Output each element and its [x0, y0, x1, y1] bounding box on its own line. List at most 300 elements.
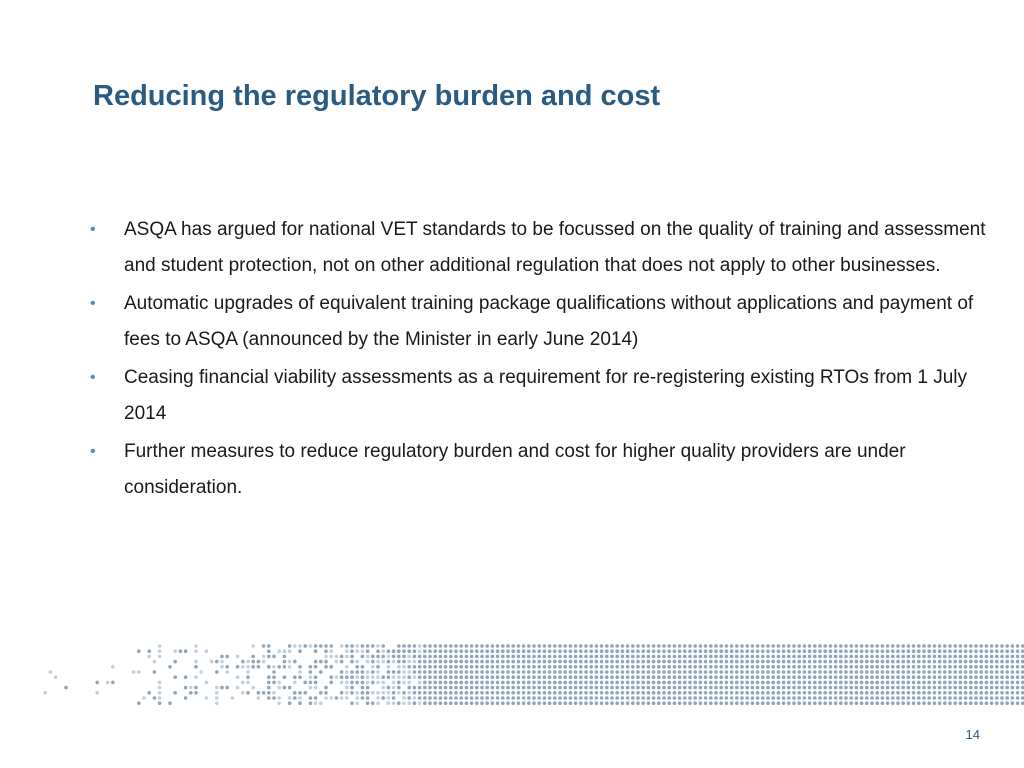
- pattern-dot: [792, 655, 796, 659]
- bullet-item: [88, 286, 993, 358]
- pattern-dot: [766, 670, 770, 674]
- pattern-dot: [964, 670, 968, 674]
- pattern-dot: [241, 681, 245, 685]
- pattern-dot: [439, 691, 443, 695]
- pattern-dot: [350, 649, 354, 653]
- pattern-dot: [459, 665, 463, 669]
- pattern-dot: [579, 649, 583, 653]
- pattern-dot: [267, 691, 271, 695]
- pattern-dot: [667, 686, 671, 690]
- pattern-dot: [615, 681, 619, 685]
- pattern-dot: [220, 686, 224, 690]
- pattern-dot: [439, 665, 443, 669]
- pattern-dot: [194, 675, 198, 679]
- pattern-dot: [355, 675, 359, 679]
- pattern-dot: [735, 701, 739, 705]
- pattern-dot: [610, 681, 614, 685]
- pattern-dot: [839, 649, 843, 653]
- pattern-dot: [251, 655, 255, 659]
- pattern-dot: [990, 670, 994, 674]
- pattern-dot: [818, 686, 822, 690]
- pattern-dot: [881, 649, 885, 653]
- pattern-dot: [589, 644, 593, 648]
- pattern-dot: [912, 649, 916, 653]
- pattern-dot: [943, 655, 947, 659]
- pattern-dot: [303, 681, 307, 685]
- pattern-dot: [745, 696, 749, 700]
- pattern-dot: [881, 686, 885, 690]
- pattern-dot: [766, 696, 770, 700]
- pattern-dot: [283, 675, 287, 679]
- pattern-dot: [376, 665, 380, 669]
- pattern-dot: [1000, 681, 1004, 685]
- pattern-dot: [777, 655, 781, 659]
- pattern-dot: [699, 696, 703, 700]
- pattern-dot: [922, 691, 926, 695]
- pattern-dot: [615, 655, 619, 659]
- pattern-dot: [881, 655, 885, 659]
- pattern-dot: [782, 681, 786, 685]
- pattern-dot: [418, 681, 422, 685]
- pattern-dot: [251, 665, 255, 669]
- pattern-dot: [470, 655, 474, 659]
- pattern-dot: [678, 660, 682, 664]
- pattern-dot: [719, 644, 723, 648]
- pattern-dot: [132, 670, 136, 674]
- pattern-dot: [569, 660, 573, 664]
- pattern-dot: [719, 675, 723, 679]
- pattern-dot: [496, 675, 500, 679]
- pattern-dot: [652, 691, 656, 695]
- pattern-dot: [959, 701, 963, 705]
- pattern-dot: [933, 665, 937, 669]
- pattern-dot: [605, 681, 609, 685]
- pattern-dot: [803, 701, 807, 705]
- pattern-dot: [595, 691, 599, 695]
- pattern-dot: [470, 670, 474, 674]
- pattern-dot: [371, 681, 375, 685]
- pattern-dot: [667, 644, 671, 648]
- pattern-dot: [771, 655, 775, 659]
- pattern-dot: [605, 696, 609, 700]
- pattern-dot: [329, 649, 333, 653]
- pattern-dot: [860, 644, 864, 648]
- pattern-dot: [985, 701, 989, 705]
- pattern-dot: [699, 660, 703, 664]
- pattern-dot: [881, 660, 885, 664]
- pattern-dot: [543, 644, 547, 648]
- pattern-dot: [735, 660, 739, 664]
- pattern-dot: [1016, 686, 1020, 690]
- pattern-dot: [647, 660, 651, 664]
- pattern-dot: [595, 649, 599, 653]
- pattern-dot: [319, 701, 323, 705]
- pattern-dot: [153, 670, 157, 674]
- pattern-dot: [818, 691, 822, 695]
- pattern-dot: [777, 686, 781, 690]
- pattern-dot: [485, 644, 489, 648]
- pattern-dot: [293, 696, 297, 700]
- pattern-dot: [428, 665, 432, 669]
- pattern-dot: [205, 681, 209, 685]
- pattern-dot: [569, 649, 573, 653]
- pattern-dot: [475, 696, 479, 700]
- pattern-dot: [933, 644, 937, 648]
- pattern-dot: [704, 681, 708, 685]
- pattern-dot: [886, 655, 890, 659]
- pattern-dot: [959, 665, 963, 669]
- pattern-dot: [693, 665, 697, 669]
- pattern-dot: [558, 696, 562, 700]
- pattern-dot: [517, 686, 521, 690]
- pattern-dot: [745, 691, 749, 695]
- pattern-dot: [444, 644, 448, 648]
- pattern-dot: [309, 665, 313, 669]
- pattern-dot: [319, 660, 323, 664]
- pattern-dot: [558, 691, 562, 695]
- pattern-dot: [579, 660, 583, 664]
- pattern-dot: [439, 696, 443, 700]
- pattern-dot: [912, 655, 916, 659]
- pattern-dot: [761, 696, 765, 700]
- pattern-dot: [896, 686, 900, 690]
- pattern-dot: [917, 701, 921, 705]
- pattern-dot: [563, 681, 567, 685]
- pattern-dot: [532, 644, 536, 648]
- pattern-dot: [797, 686, 801, 690]
- pattern-dot: [995, 644, 999, 648]
- pattern-dot: [569, 691, 573, 695]
- pattern-dot: [345, 665, 349, 669]
- pattern-dot: [964, 696, 968, 700]
- pattern-dot: [527, 701, 531, 705]
- bullet-text: Automatic upgrades of equivalent training package qualifications without applications and payment of fees to ASQA (announced by the Minister in early June 2014): [124, 293, 974, 350]
- pattern-dot: [543, 681, 547, 685]
- pattern-dot: [709, 665, 713, 669]
- pattern-dot: [844, 665, 848, 669]
- pattern-dot: [392, 686, 396, 690]
- pattern-dot: [860, 701, 864, 705]
- pattern-dot: [173, 675, 177, 679]
- pattern-dot: [340, 696, 344, 700]
- pattern-dot: [844, 670, 848, 674]
- pattern-dot: [849, 691, 853, 695]
- pattern-dot: [901, 660, 905, 664]
- pattern-dot: [683, 691, 687, 695]
- pattern-dot: [808, 696, 812, 700]
- pattern-dot: [933, 670, 937, 674]
- pattern-dot: [714, 644, 718, 648]
- pattern-dot: [870, 675, 874, 679]
- pattern-dot: [387, 686, 391, 690]
- pattern-dot: [496, 691, 500, 695]
- pattern-dot: [548, 686, 552, 690]
- pattern-dot: [974, 686, 978, 690]
- pattern-dot: [158, 686, 162, 690]
- pattern-dot: [522, 644, 526, 648]
- pattern-dot: [849, 644, 853, 648]
- pattern-dot: [423, 649, 427, 653]
- pattern-dot: [896, 681, 900, 685]
- pattern-dot: [402, 696, 406, 700]
- pattern-dot: [491, 670, 495, 674]
- pattern-dot: [699, 681, 703, 685]
- pattern-dot: [605, 655, 609, 659]
- pattern-dot: [433, 655, 437, 659]
- pattern-dot: [761, 660, 765, 664]
- pattern-dot: [376, 655, 380, 659]
- pattern-dot: [782, 675, 786, 679]
- pattern-dot: [844, 649, 848, 653]
- pattern-dot: [777, 644, 781, 648]
- pattern-dot: [345, 696, 349, 700]
- pattern-dot: [662, 696, 666, 700]
- pattern-dot: [480, 655, 484, 659]
- pattern-dot: [1005, 644, 1009, 648]
- pattern-dot: [771, 660, 775, 664]
- pattern-dot: [444, 670, 448, 674]
- pattern-dot: [381, 649, 385, 653]
- pattern-dot: [657, 660, 661, 664]
- pattern-dot: [953, 701, 957, 705]
- pattern-dot: [901, 691, 905, 695]
- pattern-dot: [662, 675, 666, 679]
- pattern-dot: [823, 660, 827, 664]
- pattern-dot: [595, 701, 599, 705]
- pattern-dot: [896, 675, 900, 679]
- pattern-dot: [907, 665, 911, 669]
- pattern-dot: [943, 686, 947, 690]
- pattern-dot: [631, 696, 635, 700]
- pattern-dot: [943, 644, 947, 648]
- pattern-dot: [288, 701, 292, 705]
- pattern-dot: [969, 701, 973, 705]
- pattern-dot: [569, 655, 573, 659]
- pattern-dot: [381, 675, 385, 679]
- pattern-dot: [454, 675, 458, 679]
- pattern-dot: [751, 691, 755, 695]
- pattern-dot: [569, 644, 573, 648]
- pattern-dot: [485, 686, 489, 690]
- pattern-dot: [314, 649, 318, 653]
- pattern-dot: [985, 670, 989, 674]
- pattern-dot: [402, 649, 406, 653]
- pattern-dot: [309, 701, 313, 705]
- bullet-list: [88, 212, 993, 508]
- pattern-dot: [855, 696, 859, 700]
- pattern-dot: [501, 696, 505, 700]
- pattern-dot: [173, 691, 177, 695]
- pattern-dot: [1016, 675, 1020, 679]
- pattern-dot: [589, 649, 593, 653]
- pattern-dot: [933, 696, 937, 700]
- pattern-dot: [766, 660, 770, 664]
- pattern-dot: [860, 696, 864, 700]
- pattern-dot: [543, 675, 547, 679]
- pattern-dot: [548, 681, 552, 685]
- pattern-dot: [1016, 691, 1020, 695]
- pattern-dot: [392, 691, 396, 695]
- pattern-dot: [995, 686, 999, 690]
- bullet-marker-icon: •: [90, 221, 96, 238]
- pattern-dot: [860, 675, 864, 679]
- pattern-dot: [319, 644, 323, 648]
- pattern-dot: [496, 660, 500, 664]
- pattern-dot: [496, 681, 500, 685]
- pattern-dot: [439, 701, 443, 705]
- pattern-dot: [589, 655, 593, 659]
- pattern-dot: [615, 665, 619, 669]
- pattern-dot: [979, 660, 983, 664]
- pattern-dot: [153, 696, 157, 700]
- pattern-dot: [855, 701, 859, 705]
- pattern-dot: [293, 691, 297, 695]
- pattern-dot: [922, 670, 926, 674]
- pattern-dot: [454, 644, 458, 648]
- pattern-dot: [418, 686, 422, 690]
- pattern-dot: [491, 644, 495, 648]
- pattern-dot: [584, 691, 588, 695]
- pattern-dot: [537, 670, 541, 674]
- pattern-dot: [834, 665, 838, 669]
- pattern-dot: [953, 675, 957, 679]
- pattern-dot: [459, 686, 463, 690]
- pattern-dot: [875, 660, 879, 664]
- pattern-dot: [985, 691, 989, 695]
- pattern-dot: [293, 644, 297, 648]
- pattern-dot: [319, 691, 323, 695]
- pattern-dot: [241, 660, 245, 664]
- pattern-dot: [517, 681, 521, 685]
- pattern-dot: [657, 681, 661, 685]
- pattern-dot: [439, 660, 443, 664]
- pattern-dot: [927, 681, 931, 685]
- pattern-dot: [433, 701, 437, 705]
- pattern-dot: [626, 681, 630, 685]
- pattern-dot: [371, 644, 375, 648]
- pattern-dot: [1005, 665, 1009, 669]
- page-number: 14: [965, 727, 980, 742]
- pattern-dot: [886, 660, 890, 664]
- pattern-dot: [979, 649, 983, 653]
- pattern-dot: [511, 644, 515, 648]
- pattern-dot: [782, 660, 786, 664]
- pattern-dot: [267, 686, 271, 690]
- pattern-dot: [491, 681, 495, 685]
- pattern-dot: [615, 660, 619, 664]
- pattern-dot: [901, 655, 905, 659]
- pattern-dot: [948, 665, 952, 669]
- pattern-dot: [813, 681, 817, 685]
- pattern-dot: [688, 691, 692, 695]
- pattern-dot: [927, 675, 931, 679]
- pattern-dot: [397, 686, 401, 690]
- pattern-dot: [938, 655, 942, 659]
- pattern-dot: [579, 655, 583, 659]
- pattern-dot: [397, 644, 401, 648]
- pattern-dot: [803, 660, 807, 664]
- pattern-dot: [641, 686, 645, 690]
- pattern-dot: [543, 660, 547, 664]
- pattern-dot: [881, 701, 885, 705]
- pattern-dot: [803, 681, 807, 685]
- pattern-dot: [449, 681, 453, 685]
- pattern-dot: [465, 644, 469, 648]
- pattern-dot: [381, 686, 385, 690]
- pattern-dot: [491, 701, 495, 705]
- pattern-dot: [865, 670, 869, 674]
- pattern-dot: [693, 701, 697, 705]
- pattern-dot: [283, 686, 287, 690]
- pattern-dot: [907, 644, 911, 648]
- pattern-dot: [886, 681, 890, 685]
- pattern-dot: [589, 670, 593, 674]
- pattern-dot: [621, 675, 625, 679]
- pattern-dot: [751, 686, 755, 690]
- pattern-dot: [158, 691, 162, 695]
- pattern-dot: [709, 686, 713, 690]
- pattern-dot: [771, 701, 775, 705]
- pattern-dot: [366, 691, 370, 695]
- pattern-dot: [829, 675, 833, 679]
- pattern-dot: [532, 649, 536, 653]
- pattern-dot: [444, 681, 448, 685]
- pattern-dot: [990, 655, 994, 659]
- pattern-dot: [314, 681, 318, 685]
- pattern-dot: [886, 670, 890, 674]
- pattern-dot: [933, 649, 937, 653]
- pattern-dot: [298, 649, 302, 653]
- pattern-dot: [948, 655, 952, 659]
- pattern-dot: [428, 655, 432, 659]
- pattern-dot: [688, 644, 692, 648]
- pattern-dot: [907, 675, 911, 679]
- pattern-dot: [491, 696, 495, 700]
- pattern-dot: [922, 660, 926, 664]
- pattern-dot: [449, 696, 453, 700]
- pattern-dot: [236, 686, 240, 690]
- pattern-dot: [771, 670, 775, 674]
- pattern-dot: [631, 670, 635, 674]
- pattern-dot: [922, 696, 926, 700]
- pattern-dot: [397, 649, 401, 653]
- pattern-dot: [901, 670, 905, 674]
- pattern-dot: [449, 644, 453, 648]
- pattern-dot: [527, 644, 531, 648]
- pattern-dot: [740, 665, 744, 669]
- pattern-dot: [324, 660, 328, 664]
- pattern-dot: [1011, 665, 1015, 669]
- pattern-dot: [537, 701, 541, 705]
- pattern-dot: [340, 644, 344, 648]
- pattern-dot: [215, 691, 219, 695]
- pattern-dot: [870, 655, 874, 659]
- pattern-dot: [345, 675, 349, 679]
- pattern-dot: [953, 686, 957, 690]
- pattern-dot: [371, 675, 375, 679]
- pattern-dot: [381, 681, 385, 685]
- pattern-dot: [735, 655, 739, 659]
- pattern-dot: [745, 681, 749, 685]
- pattern-dot: [725, 696, 729, 700]
- pattern-dot: [553, 665, 557, 669]
- pattern-dot: [912, 660, 916, 664]
- pattern-dot: [797, 675, 801, 679]
- pattern-dot: [574, 655, 578, 659]
- pattern-dot: [277, 681, 281, 685]
- pattern-dot: [917, 655, 921, 659]
- pattern-dot: [522, 701, 526, 705]
